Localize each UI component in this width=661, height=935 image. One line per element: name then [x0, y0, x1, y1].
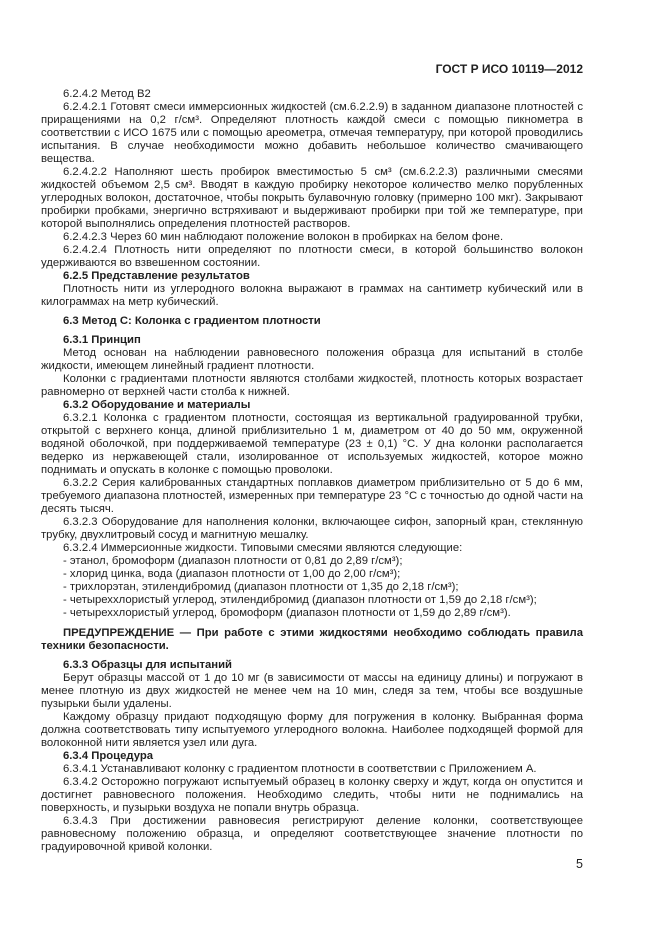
- paragraph: 6.2.4.2.2 Наполняют шесть пробирок вместимостью 5 см³ (см.6.2.2.3) различными смесями жидкостей объемом 2,5 см³. Вводят в каждую пробирку некоторое количество мелко порубленных углеродных волокон, достаточное, чтобы покрыть булавочную головку (примерно 100 мкг). Закрывают пробирки пробками, энергично встряхивают и выдерживают пробирки при той же температуре, при которой выполнялись определения плотностей растворов.: [41, 166, 583, 230]
- paragraph: 6.2.4.2.4 Плотность нити определяют по плотности смеси, в которой большинство волокон удерживаются во взвешенном состоянии.: [41, 244, 583, 269]
- section-heading: 6.3.4 Процедура: [63, 750, 154, 762]
- list-item: - этанол, бромоформ (диапазон плотности от 0,81 до 2,89 г/см³);: [63, 555, 403, 567]
- paragraph: 6.2.4.2.1 Готовят смеси иммерсионных жидкостей (см.6.2.2.9) в заданном диапазоне плотностей с приращениями на 0,2 г/см³. Определяют плотность каждой смеси с помощью пикнометра в соответствии с ИСО 1675 или с помощью ареометра, отмечая температуру, при которой проводились испытания. В случае необходимости можно добавить небольшое количество смачивающего вещества.: [41, 101, 583, 165]
- list-item: - трихлорэтан, этилендибромид (диапазон плотности от 1,35 до 2,18 г/см³);: [63, 581, 459, 593]
- section-heading: 6.3.3 Образцы для испытаний: [63, 659, 233, 671]
- paragraph: 6.3.4.1 Устанавливают колонку с градиентом плотности в соответствии с Приложением А.: [63, 763, 537, 775]
- page-header: [41, 62, 583, 76]
- paragraph: 6.3.2.1 Колонка с градиентом плотности, состоящая из вертикальной градуированной трубки, открытой с верхнего конца, длиной приблизительно 1 м, диаметром от 40 до 50 мм, окруженной водяной оболочкой, при поддерживаемой температуре (23 ± 0,1) °С. У дна колонки располагается ведерко из нержавеющей стали, изолированное от используемых жидкостей, которое можно поднимать и опускать в колонке с помощью проволоки.: [41, 412, 583, 476]
- list-item: - хлорид цинка, вода (диапазон плотности от 1,00 до 2,00 г/см³);: [63, 568, 401, 580]
- paragraph: Берут образцы массой от 1 до 10 мг (в зависимости от массы на единицу длины) и погружают в менее плотную из двух жидкостей не менее чем на 10 мин, следя за тем, чтобы все воздушные пузырьки были удалены.: [41, 672, 583, 710]
- page-footer: [576, 857, 583, 871]
- section-heading: 6.2.5 Представление результатов: [63, 270, 250, 282]
- page-number: 5: [576, 857, 583, 871]
- paragraph: 6.2.4.2 Метод В2: [63, 88, 151, 100]
- warning-paragraph: ПРЕДУПРЕЖДЕНИЕ — При работе с этими жидкостями необходимо соблюдать правила техники безопасности.: [41, 627, 583, 652]
- section-heading: 6.3.1 Принцип: [63, 334, 141, 346]
- paragraph: Плотность нити из углеродного волокна выражают в граммах на сантиметр кубический или в килограммах на метр кубический.: [41, 283, 583, 308]
- paragraph: 6.3.2.3 Оборудование для наполнения колонки, включающее сифон, запорный кран, стеклянную трубку, двухлитровый сосуд и магнитную мешалку.: [41, 516, 583, 541]
- list-item: - четыреххлористый углерод, бромоформ (диапазон плотности от 1,59 до 2,89 г/см³).: [63, 607, 511, 619]
- paragraph: 6.3.2.4 Иммерсионные жидкости. Типовыми смесями являются следующие:: [63, 542, 463, 554]
- standard-designation: ГОСТ Р ИСО 10119—2012: [435, 62, 583, 76]
- paragraph: 6.3.4.2 Осторожно погружают испытуемый образец в колонку сверху и ждут, когда он опустится и достигнет равновесного положения. Необходимо следить, чтобы нити не поднимались на поверхность, и пузырьки воздуха не попали внутрь образца.: [41, 776, 583, 814]
- paragraph: Метод основан на наблюдении равновесного положения образца для испытаний в столбе жидкости, имеющем линейный градиент плотности.: [41, 347, 583, 372]
- document-body: [41, 88, 583, 854]
- section-heading: 6.3 Метод C: Колонка с градиентом плотности: [63, 315, 321, 327]
- list-item: - четыреххлористый углерод, этилендибромид (диапазон плотности от 1,59 до 2,18 г/см³);: [63, 594, 537, 606]
- paragraph: 6.3.2.2 Серия калиброванных стандартных поплавков диаметром приблизительно от 5 до 6 мм, требуемого диапазона плотностей, измеренных при температуре 23 °С с точностью до одной части на десять тысяч.: [41, 477, 583, 515]
- section-heading: 6.3.2 Оборудование и материалы: [63, 399, 251, 411]
- paragraph: Каждому образцу придают подходящую форму для погружения в колонку. Выбранная форма должна соответствовать типу испытуемого углеродного волокна. Наиболее подходящей формой для волоконной нити является узел или дуга.: [41, 711, 583, 749]
- paragraph: 6.2.4.2.3 Через 60 мин наблюдают положение волокон в пробирках на белом фоне.: [63, 231, 504, 243]
- paragraph: 6.3.4.3 При достижении равновесия регистрируют деление колонки, соответствующее равновесному положению образца, и определяют соответствующее значение плотности по градуировочной кривой колонки.: [41, 815, 583, 853]
- paragraph: Колонки с градиентами плотности являются столбами жидкостей, плотность которых возрастает равномерно от верхней части столба к нижней.: [41, 373, 583, 398]
